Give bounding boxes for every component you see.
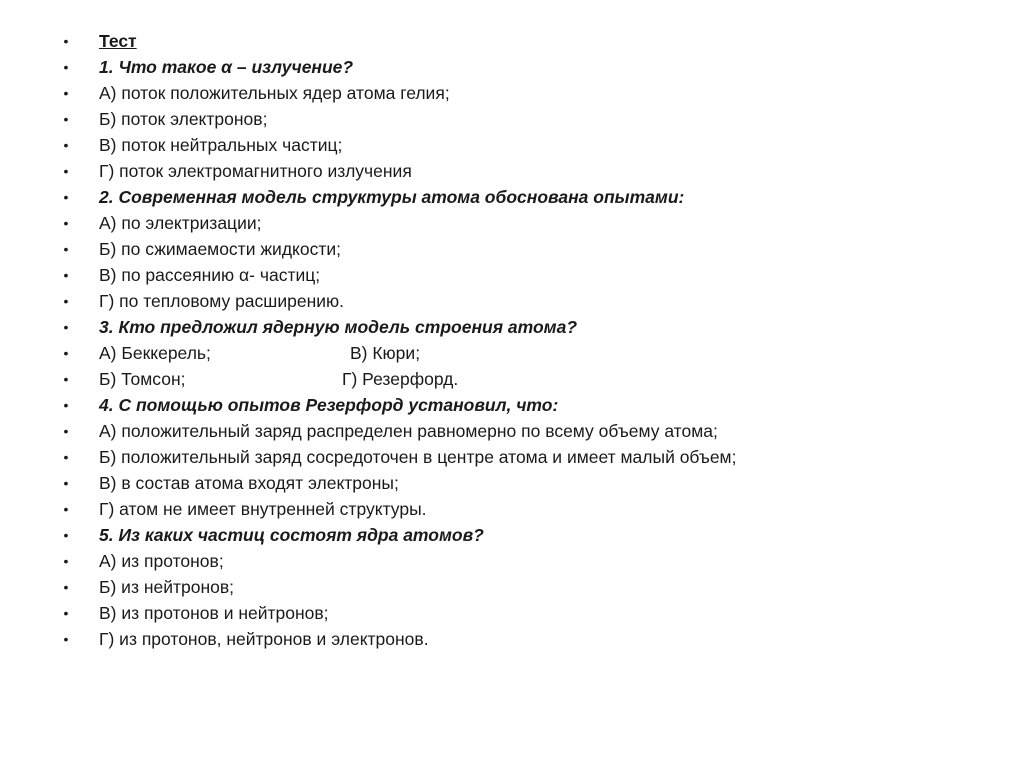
answer-text: А) из протонов; [99, 551, 224, 571]
answer-text: А) положительный заряд распределен равномерно по всему объему атома; [99, 421, 718, 441]
bullet-icon: • [63, 371, 69, 387]
answer-text: Б) поток электронов; [99, 109, 268, 129]
bullet-icon: • [63, 111, 69, 127]
answer-text: В) из протонов и нейтронов; [99, 603, 329, 623]
answer-text: Г) атом не имеет внутренней структуры. [99, 499, 427, 519]
test-heading: Тест [99, 31, 137, 51]
bullet-icon: • [63, 423, 69, 439]
question-4: 4. С помощью опытов Резерфорд установил, что: [99, 395, 559, 415]
answer-text: Г) по тепловому расширению. [99, 291, 344, 311]
answer-text: Б) из нейтронов; [99, 577, 235, 597]
bullet-icon: • [63, 527, 69, 543]
answer-text: Г) поток электромагнитного излучения [99, 161, 412, 181]
answer-text: Г) из протонов, нейтронов и электронов. [99, 629, 429, 649]
bullet-icon: • [63, 475, 69, 491]
answer-text: Б) Томсон; [99, 369, 186, 389]
bullet-icon: • [63, 501, 69, 517]
bullet-icon: • [63, 85, 69, 101]
question-5: 5. Из каких частиц состоят ядра атомов? [99, 525, 484, 545]
answer-text: А) по электризации; [99, 213, 262, 233]
answer-text: В) по рассеянию α- частиц; [99, 265, 321, 285]
answer-text: В) поток нейтральных частиц; [99, 135, 343, 155]
bullet-icon: • [63, 605, 69, 621]
bullet-icon: • [63, 319, 69, 335]
bullet-icon: • [63, 137, 69, 153]
answer-text: Б) по сжимаемости жидкости; [99, 239, 342, 259]
bullet-icon: • [63, 59, 69, 75]
answer-text: В) в состав атома входят электроны; [99, 473, 399, 493]
bullet-icon: • [63, 345, 69, 361]
bullet-icon: • [63, 631, 69, 647]
answer-text: А) Беккерель; [99, 343, 211, 363]
bullet-icon: • [63, 579, 69, 595]
bullet-icon: • [63, 33, 69, 49]
answer-text: А) поток положительных ядер атома гелия; [99, 83, 450, 103]
question-3: 3. Кто предложил ядерную модель строения атома? [99, 317, 578, 337]
bullet-icon: • [63, 397, 69, 413]
bullet-icon: • [63, 449, 69, 465]
bullet-icon: • [63, 163, 69, 179]
bullet-icon: • [63, 189, 69, 205]
answer-text: В) Кюри; [350, 343, 421, 363]
answer-text: Г) Резерфорд. [342, 369, 459, 389]
bullet-icon: • [63, 267, 69, 283]
bullet-icon: • [63, 241, 69, 257]
bullet-icon: • [63, 293, 69, 309]
question-2: 2. Современная модель структуры атома обоснована опытами: [99, 187, 685, 207]
bullet-icon: • [63, 553, 69, 569]
answer-text: Б) положительный заряд сосредоточен в центре атома и имеет малый объем; [99, 447, 737, 467]
question-1: 1. Что такое α – излучение? [99, 57, 354, 77]
bullet-icon: • [63, 215, 69, 231]
